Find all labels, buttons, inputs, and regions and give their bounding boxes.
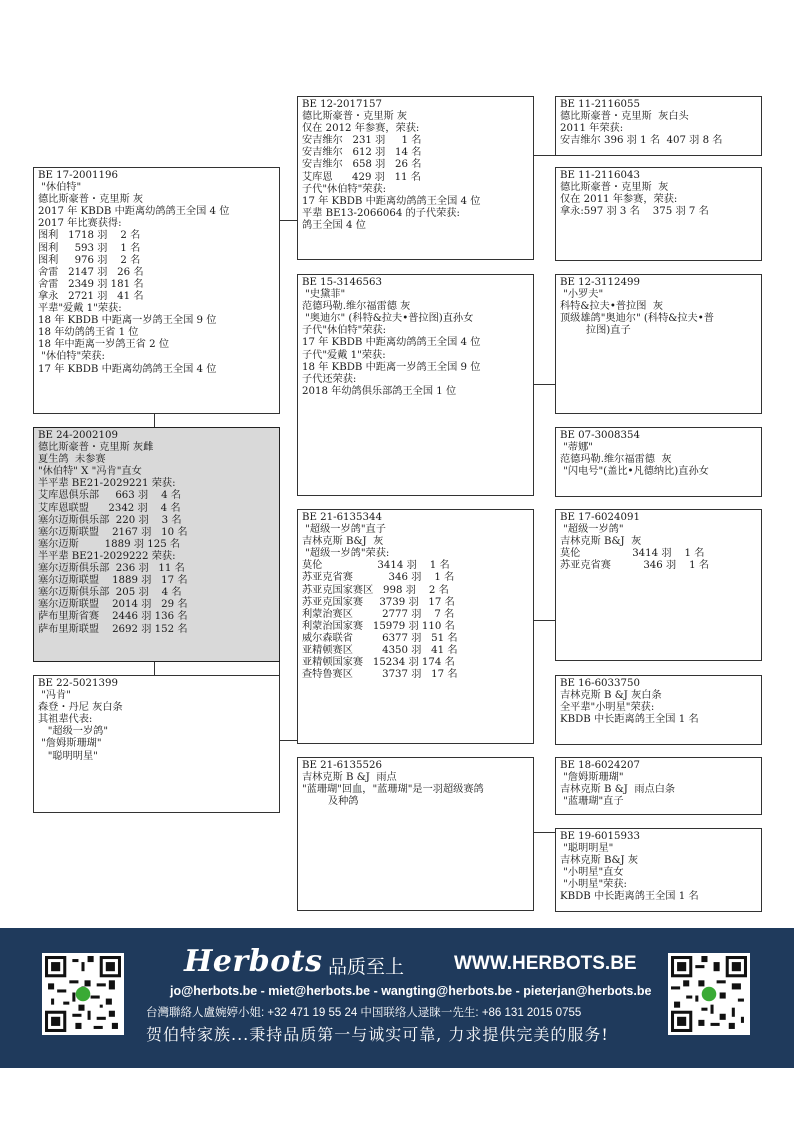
pedigree-text-line: 利蒙治赛区 2777 羽 7 名 (302, 608, 455, 620)
pedigree-text-line: 拿永 2721 羽 41 名 (38, 290, 144, 302)
dam-sire-box (297, 509, 534, 744)
pedigree-text-line: "詹姆斯珊瑚" (560, 772, 624, 784)
dam-dam-sire-box (555, 757, 762, 815)
connector (279, 740, 297, 741)
pedigree-text-line: 德比斯豪普・克里斯 灰 (302, 111, 408, 123)
pedigree-text-line: "超级一岁鸽"直子 (302, 524, 386, 536)
pedigree-text-line: "聪明明星" (560, 843, 614, 855)
ring-number: BE 16-6033750 (560, 678, 640, 689)
pedigree-text-line: "小明星"直女 (560, 867, 624, 879)
pedigree-text-line: 鸽王全国 4 位 (302, 219, 366, 231)
pedigree-text-line: 拉图)直子 (560, 325, 631, 337)
pedigree-text-line: 仅在 2011 年参赛，荣获: (560, 194, 678, 206)
sire-sire-box (297, 96, 534, 260)
pedigree-text-line: "休伯特" (38, 182, 82, 194)
pedigree-text-line: 森登・丹尼 灰白条 (38, 702, 123, 714)
pedigree-text-line: 塞尔迈斯联盟 2167 羽 10 名 (38, 526, 188, 538)
pedigree-text-line: 子代"休伯特"荣获: (302, 325, 387, 337)
dam-box (33, 675, 280, 813)
pedigree-text-line: 安吉维尔 396 羽 1 名 407 羽 8 名 (560, 135, 723, 147)
pedigree-text-line: "超级一岁鸽" (560, 524, 624, 536)
pedigree-text-line: 18 年中距离一岁鸽王省 2 位 (38, 339, 170, 351)
ring-number: BE 15-3146563 (302, 277, 382, 288)
pedigree-text-line: 亚精顿赛区 4350 羽 41 名 (302, 645, 458, 657)
company-motto: 贺伯特家族...秉持品质第一与诚实可靠, 力求提供完美的服务! (146, 1025, 609, 1044)
dam-sire-dam-box (555, 675, 762, 745)
pedigree-text-line: 17 年 KBDB 中距离幼鸽鸽王全国 4 位 (38, 363, 217, 375)
pedigree-text-line: 塞尔迈斯联盟 2014 羽 29 名 (38, 599, 188, 611)
pedigree-text-line: 范德玛勒.维尔福雷德 灰 (302, 301, 411, 313)
pedigree-text-line: 艾库恩联盟 2342 羽 4 名 (38, 502, 181, 514)
qr-code-icon (45, 956, 121, 1032)
pedigree-text-line: 吉林克斯 B&J 灰 (302, 536, 384, 548)
pedigree-text-line: 吉林克斯 B &J 雨点 (302, 772, 397, 784)
connector (533, 832, 555, 833)
ring-number: BE 17-6024091 (560, 512, 640, 523)
pedigree-text-line: 安吉维尔 658 羽 26 名 (302, 159, 422, 171)
pedigree-text-line: 17 年 KBDB 中距离幼鸽鸽王全国 4 位 (302, 337, 481, 349)
connector (154, 413, 155, 427)
subject-box (33, 427, 280, 662)
connector (154, 661, 155, 675)
pedigree-text-line: 18 年 KBDB 中距离一岁鸽王全国 9 位 (38, 315, 217, 327)
pedigree-text-line: 图利 976 羽 2 名 (38, 254, 141, 266)
contact-phones: 台灣聯絡人盧婉婷小姐: +32 471 19 55 24 中国联络人逯睐一先生: +86 131 2015 0755 (146, 1007, 582, 1019)
footer-banner (0, 928, 794, 1068)
pedigree-text-line: 图利 593 羽 1 名 (38, 242, 141, 254)
website-link[interactable]: WWW.HERBOTS.BE (454, 953, 637, 974)
pedigree-text-line: "蓝珊瑚"直子 (560, 796, 624, 808)
pedigree-text-line: 萨布里斯联盟 2692 羽 152 名 (38, 623, 188, 635)
pedigree-text-line: 18 年 KBDB 中距离一岁鸽王全国 9 位 (302, 361, 481, 373)
pedigree-text-line: "冯肯" (38, 690, 71, 702)
pedigree-text-line: "休伯特" X "冯肯"直女 (38, 466, 142, 478)
pedigree-text-line: 18 年幼鸽鸽王省 1 位 (38, 327, 139, 339)
pedigree-text-line: "超级一岁鸽"荣获: (302, 548, 390, 560)
pedigree-text-line: 德比斯豪普・克里斯 灰 (560, 182, 669, 194)
pedigree-text-line: KBDB 中长距离鸽王全国 1 名 (560, 714, 699, 726)
pedigree-text-line: 威尔森联省 6377 羽 51 名 (302, 632, 458, 644)
pedigree-text-line: 平辈 BE13-2066064 的子代荣获: (302, 207, 460, 219)
pedigree-text-line: 安吉维尔 231 羽 1 名 (302, 135, 422, 147)
pedigree-text-line: "蒂娜" (560, 442, 593, 454)
ring-number: BE 17-2001196 (38, 170, 118, 181)
qr-code-icon (671, 956, 747, 1032)
pedigree-text-line: 德比斯豪普・克里斯 灰 (38, 194, 144, 206)
pedigree-text-line: 拿永:597 羽 3 名 375 羽 7 名 (560, 206, 709, 218)
pedigree-text-line: 2011 年荣获: (560, 123, 624, 135)
pedigree-text-line: 塞尔迈斯联盟 1889 羽 17 名 (38, 575, 188, 587)
pedigree-text-line: 2017 年 KBDB 中距离幼鸽鸽王全国 4 位 (38, 206, 230, 218)
connector (533, 620, 555, 621)
pedigree-text-line: 吉林克斯 B &J 灰白条 (560, 690, 662, 702)
sire-box (33, 167, 280, 414)
pedigree-text-line: 苏亚克省赛 346 羽 1 名 (302, 572, 455, 584)
ring-number: BE 22-5021399 (38, 678, 118, 689)
pedigree-text-line: 舍雷 2147 羽 26 名 (38, 266, 144, 278)
ring-number: BE 12-2017157 (302, 99, 382, 110)
pedigree-text-line: 吉林克斯 B&J 灰 (560, 536, 642, 548)
page-bottom-margin (0, 1068, 794, 1123)
pedigree-text-line: 半平辈 BE21-2029222 荣获: (38, 550, 176, 562)
pedigree-text-line: KBDB 中长距离鸽王全国 1 名 (560, 891, 699, 903)
pedigree-text-line: "小罗夫" (560, 289, 604, 301)
ring-number: BE 18-6024207 (560, 760, 640, 771)
pedigree-text-line: 德比斯豪普・克里斯 灰白头 (560, 111, 689, 123)
connector (279, 220, 297, 221)
pedigree-text-line: 艾库恩俱乐部 663 羽 4 名 (38, 490, 182, 502)
pedigree-text-line: 2017 年比赛获得: (38, 218, 122, 230)
pedigree-text-line: 吉林克斯 B&J 灰 (560, 855, 639, 867)
pedigree-text-line: 利蒙治国家赛 15979 羽 110 名 (302, 620, 455, 632)
pedigree-text-line: 苏亚克省赛 346 羽 1 名 (560, 560, 710, 572)
pedigree-text-line: 平辈"爱戴 1"荣获: (38, 303, 122, 315)
ring-number: BE 21-6135526 (302, 760, 382, 771)
pedigree-text-line: 塞尔迈斯俱乐部 236 羽 11 名 (38, 563, 185, 575)
connector (533, 384, 555, 385)
pedigree-text-line: 舍雷 2349 羽 181 名 (38, 278, 144, 290)
pedigree-text-line: "詹姆斯珊瑚" (38, 738, 102, 750)
pedigree-text-line: 塞尔迈斯俱乐部 220 羽 3 名 (38, 514, 182, 526)
pedigree-text-line: 塞尔迈斯 1889 羽 125 名 (38, 538, 181, 550)
pedigree-text-line: 苏亚克国家赛 3739 羽 17 名 (302, 596, 455, 608)
pedigree-text-line: 查特鲁赛区 3737 羽 17 名 (302, 669, 458, 681)
ring-number: BE 24-2002109 (38, 430, 118, 441)
pedigree-text-line: "休伯特"荣获: (38, 351, 105, 363)
pedigree-text-line: 苏亚克国家赛区 998 羽 2 名 (302, 584, 449, 596)
pedigree-text-line: 安吉维尔 612 羽 14 名 (302, 147, 422, 159)
pedigree-text-line: 莫伦 3414 羽 1 名 (302, 560, 450, 572)
pedigree-text-line: 亚精顿国家赛 15234 羽 174 名 (302, 657, 455, 669)
pedigree-text-line: 德比斯豪普・克里斯 灰雌 (38, 442, 154, 454)
line-qr-code (42, 953, 124, 1035)
ring-number: BE 19-6015933 (560, 831, 640, 842)
pedigree-text-line: 全平辈"小明星"荣获: (560, 702, 655, 714)
pedigree-text-line: 吉林克斯 B &J 雨点白条 (560, 784, 676, 796)
pedigree-text-line: "闪电号"(盖比•凡德纳比)直孙女 (560, 466, 709, 478)
pedigree-text-line: "聪明明星" (38, 750, 98, 762)
pedigree-text-line: 17 年 KBDB 中距离幼鸽鸽王全国 4 位 (302, 195, 481, 207)
herbots-logo: Herbots (184, 944, 323, 979)
pedigree-text-line: 萨布里斯省赛 2446 羽 136 名 (38, 611, 188, 623)
pedigree-text-line: 科特&拉夫•普拉图 灰 (560, 301, 664, 313)
ring-number: BE 07-3008354 (560, 430, 640, 441)
pedigree-text-line: 艾库恩 429 羽 11 名 (302, 171, 421, 183)
dam-sire-sire-box (555, 509, 762, 661)
ring-number: BE 11-2116055 (560, 99, 640, 110)
pedigree-text-line: "奥迪尔" (科特&拉夫•普拉图)直孙女 (302, 313, 474, 325)
pedigree-text-line: 及种鸽 (302, 796, 359, 808)
pedigree-text-line: 顶级雄鸽"奥迪尔" (科特&拉夫•普 (560, 313, 714, 325)
sire-dam-dam-box (555, 427, 762, 497)
dam-dam-box (297, 757, 534, 911)
ring-number: BE 21-6135344 (302, 512, 382, 523)
ring-number: BE 12-3112499 (560, 277, 640, 288)
sire-dam-sire-box (555, 274, 762, 414)
pedigree-text-line: 图利 1718 羽 2 名 (38, 230, 141, 242)
pedigree-text-line: "史黛菲" (302, 289, 346, 301)
slogan: 品质至上 (328, 956, 405, 978)
pedigree-text-line: "蓝珊瑚"回血，"蓝珊瑚"是一羽超级赛鸽 (302, 784, 484, 796)
pedigree-text-line: 子代还荣获: (302, 373, 357, 385)
sire-dam-box (297, 274, 534, 496)
pedigree-text-line: "小明星"荣获: (560, 879, 627, 891)
sire-sire-dam-box (555, 167, 762, 261)
pedigree-text-line: 子代"爱戴 1"荣获: (302, 349, 386, 361)
sire-sire-sire-box (555, 96, 762, 156)
wechat-qr-code (668, 953, 750, 1035)
pedigree-text-line: 塞尔迈斯俱乐部 205 羽 4 名 (38, 587, 182, 599)
pedigree-text-line: 仅在 2012 年参赛，荣获: (302, 123, 420, 135)
pedigree-text-line: 莫伦 3414 羽 1 名 (560, 548, 705, 560)
pedigree-text-line: 子代"休伯特"荣获: (302, 183, 387, 195)
dam-dam-dam-box (555, 828, 762, 912)
pedigree-text-line: 2018 年幼鸽俱乐部鸽王全国 1 位 (302, 385, 457, 397)
pedigree-text-line: 范德玛勒.维尔福雷德 灰 (560, 454, 672, 466)
pedigree-text-line: 其祖辈代表: (38, 714, 93, 726)
pedigree-text-line: 半平辈 BE21-2029221 荣获: (38, 478, 176, 490)
connector (533, 155, 555, 156)
ring-number: BE 11-2116043 (560, 170, 640, 181)
pedigree-text-line: "超级一岁鸽" (38, 726, 109, 738)
email-addresses[interactable]: jo@herbots.be - miet@herbots.be - wangting@herbots.be - pieterjan@herbots.be (170, 984, 652, 998)
pedigree-text-line: 夏生鸽 未参赛 (38, 454, 106, 466)
